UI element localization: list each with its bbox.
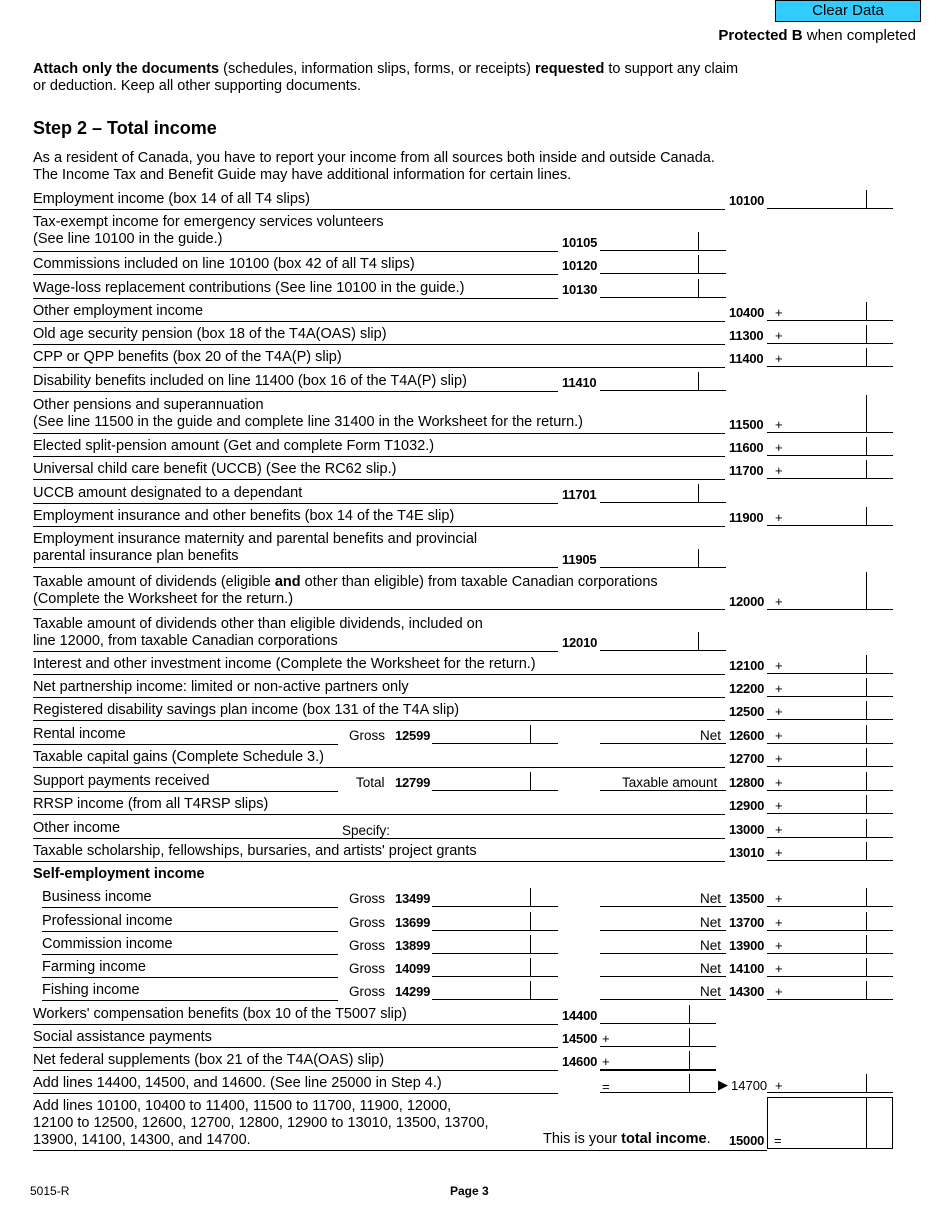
field-11905[interactable] bbox=[600, 549, 726, 568]
label-12000 bbox=[33, 574, 658, 608]
arrow-icon: ▶ bbox=[718, 1077, 728, 1092]
code-13699: 13699 bbox=[395, 915, 431, 930]
field-11400[interactable] bbox=[767, 348, 893, 367]
intro-t2: to support any claim or deduction. Keep all other supporting documents. bbox=[33, 61, 739, 94]
label-14100: Farming income bbox=[42, 959, 146, 975]
net-14100: Net bbox=[700, 961, 722, 976]
label-11500 bbox=[33, 397, 583, 431]
net-14300: Net bbox=[700, 984, 722, 999]
plus-11300: + bbox=[775, 328, 783, 343]
step-description bbox=[33, 150, 813, 184]
code-11900: 11900 bbox=[729, 510, 764, 525]
page-number: Page 3 bbox=[450, 1184, 489, 1198]
code-13899: 13899 bbox=[395, 938, 431, 953]
label-12800: Support payments received bbox=[33, 773, 210, 789]
code-10100: 10100 bbox=[729, 193, 765, 208]
label-15000-1: Add lines 10100, 10400 to 11400, 11500 to 11700, 11900, 12000, bbox=[33, 1098, 452, 1114]
net-13500: Net bbox=[700, 891, 722, 906]
code-10105: 10105 bbox=[562, 235, 598, 250]
code-11400: 11400 bbox=[729, 351, 764, 366]
code-12200: 12200 bbox=[729, 681, 765, 696]
code-15000: 15000 bbox=[729, 1133, 765, 1148]
field-11500[interactable] bbox=[767, 414, 893, 433]
label-11500-2: (See line 11500 in the guide and complete line 31400 in the Worksheet for the return.) bbox=[33, 414, 584, 430]
label-10105 bbox=[33, 214, 384, 248]
label-15000 bbox=[33, 1098, 489, 1149]
code-14500: 14500 bbox=[562, 1031, 598, 1046]
field-11600[interactable] bbox=[767, 437, 893, 456]
field-11300[interactable] bbox=[767, 325, 893, 344]
gross-13500: Gross bbox=[349, 891, 386, 906]
equals-15000: = bbox=[774, 1133, 782, 1148]
label-11701: UCCB amount designated to a dependant bbox=[33, 485, 303, 501]
label-15000-3: 13900, 14100, 14300, and 14700. bbox=[33, 1132, 251, 1148]
field-13499[interactable] bbox=[432, 888, 558, 907]
code-11905: 11905 bbox=[562, 552, 597, 567]
code-12010: 12010 bbox=[562, 635, 598, 650]
intro-b1: Attach only the documents bbox=[33, 61, 220, 77]
label-11400: CPP or QPP benefits (box 20 of the T4A(P) slip) bbox=[33, 349, 342, 365]
code-12100: 12100 bbox=[729, 658, 765, 673]
label-12010 bbox=[33, 616, 483, 650]
step-para2: The Income Tax and Benefit Guide may have additional information for certain lines. bbox=[33, 167, 572, 183]
label-13010: Taxable scholarship, fellowships, bursaries, and artists' project grants bbox=[33, 843, 477, 859]
code-14300: 14300 bbox=[729, 984, 765, 999]
field-10130[interactable] bbox=[600, 279, 726, 298]
field-14100[interactable] bbox=[767, 958, 893, 977]
plus-11400: + bbox=[775, 351, 783, 366]
total-note-b: total income bbox=[621, 1131, 707, 1147]
plus-14300: + bbox=[775, 984, 783, 999]
label-11300: Old age security pension (box 18 of the T4A(OAS) slip) bbox=[33, 326, 387, 342]
step-para1: As a resident of Canada, you have to report your income from all sources both inside and outside Canada. bbox=[33, 150, 715, 166]
label-12700: Taxable capital gains (Complete Schedule 3.) bbox=[33, 749, 324, 765]
label-14700: Add lines 14400, 14500, and 14600. (See line 25000 in Step 4.) bbox=[33, 1075, 442, 1091]
plus-13000: + bbox=[775, 822, 783, 837]
total-note-a: This is your bbox=[543, 1131, 622, 1147]
gross-14300: Gross bbox=[349, 984, 386, 999]
intro-text bbox=[33, 61, 753, 95]
plus-11900: + bbox=[775, 510, 783, 525]
label-10120: Commissions included on line 10100 (box 42 of all T4 slips) bbox=[33, 256, 415, 272]
label-12100: Interest and other investment income (Complete the Worksheet for the return.) bbox=[33, 656, 536, 672]
code-13700: 13700 bbox=[729, 915, 765, 930]
label-11905-1: Employment insurance maternity and parental benefits and provincial bbox=[33, 531, 478, 547]
field-14099[interactable] bbox=[432, 958, 558, 977]
code-11701: 11701 bbox=[562, 487, 597, 502]
plus-13900: + bbox=[775, 938, 783, 953]
protected-notice bbox=[718, 27, 916, 44]
label-14500: Social assistance payments bbox=[33, 1029, 212, 1045]
label-12600: Rental income bbox=[33, 726, 126, 742]
field-12000[interactable] bbox=[767, 591, 893, 610]
plus-14100: + bbox=[775, 961, 783, 976]
code-14400: 14400 bbox=[562, 1008, 598, 1023]
field-12500[interactable] bbox=[767, 701, 893, 720]
field-10400[interactable] bbox=[767, 302, 893, 321]
field-14400[interactable] bbox=[600, 1005, 716, 1024]
code-11600: 11600 bbox=[729, 440, 764, 455]
clear-data-button[interactable]: Clear Data bbox=[775, 0, 921, 22]
plus-11700: + bbox=[775, 463, 783, 478]
code-12700: 12700 bbox=[729, 751, 765, 766]
field-10100[interactable] bbox=[767, 190, 893, 209]
label-11900: Employment insurance and other benefits (box 14 of the T4E slip) bbox=[33, 508, 455, 524]
field-12100[interactable] bbox=[767, 655, 893, 674]
code-13900: 13900 bbox=[729, 938, 765, 953]
label-10130: Wage-loss replacement contributions (See line 10100 in the guide.) bbox=[33, 280, 465, 296]
field-14700[interactable] bbox=[767, 1074, 893, 1093]
label-10100: Employment income (box 14 of all T4 slips) bbox=[33, 191, 310, 207]
plus-13010: + bbox=[775, 845, 783, 860]
code-11410: 11410 bbox=[562, 375, 597, 390]
label-12000-2: (Complete the Worksheet for the return.) bbox=[33, 591, 294, 607]
net-13900: Net bbox=[700, 938, 722, 953]
field-12700[interactable] bbox=[767, 748, 893, 767]
field-13900[interactable] bbox=[767, 935, 893, 954]
field-14700-sub[interactable] bbox=[600, 1074, 716, 1093]
field-14299[interactable] bbox=[432, 981, 558, 1000]
label-15000-2: 12100 to 12500, 12600, 12700, 12800, 12900 to 13010, 13500, 13700, bbox=[33, 1115, 489, 1131]
plus-12000: + bbox=[775, 594, 783, 609]
label-11905 bbox=[33, 531, 477, 565]
field-13010[interactable] bbox=[767, 842, 893, 861]
code-12500: 12500 bbox=[729, 704, 765, 719]
label-12000-1a: Taxable amount of dividends (eligible bbox=[33, 574, 275, 590]
code-10120: 10120 bbox=[562, 258, 598, 273]
field-12200[interactable] bbox=[767, 678, 893, 697]
field-12599[interactable] bbox=[432, 725, 558, 744]
label-14600: Net federal supplements (box 21 of the T4A(OAS) slip) bbox=[33, 1052, 385, 1068]
plus-12700: + bbox=[775, 751, 783, 766]
label-10400: Other employment income bbox=[33, 303, 204, 319]
field-14600[interactable] bbox=[600, 1051, 716, 1071]
label-11600: Elected split-pension amount (Get and complete Form T1032.) bbox=[33, 438, 435, 454]
plus-12200: + bbox=[775, 681, 783, 696]
gross-13900: Gross bbox=[349, 938, 386, 953]
field-12900[interactable] bbox=[767, 795, 893, 814]
plus-13700: + bbox=[775, 915, 783, 930]
label-12000-1b: and bbox=[274, 574, 301, 590]
label-11410: Disability benefits included on line 11400 (box 16 of the T4A(P) slip) bbox=[33, 373, 467, 389]
gross-12600: Gross bbox=[349, 728, 386, 743]
field-11900[interactable] bbox=[767, 507, 893, 526]
field-12600[interactable] bbox=[767, 725, 893, 744]
plus-14500: + bbox=[602, 1031, 610, 1046]
field-13700[interactable] bbox=[767, 912, 893, 931]
plus-12900: + bbox=[775, 798, 783, 813]
step-title: Step 2 – Total income bbox=[33, 118, 217, 138]
label-13700: Professional income bbox=[42, 913, 173, 929]
self-employment-heading: Self-employment income bbox=[33, 866, 205, 882]
code-13499: 13499 bbox=[395, 891, 431, 906]
field-11410[interactable] bbox=[600, 372, 726, 391]
code-10130: 10130 bbox=[562, 282, 598, 297]
field-10120[interactable] bbox=[600, 255, 726, 274]
label-12500: Registered disability savings plan income (box 131 of the T4A slip) bbox=[33, 702, 460, 718]
code-14600: 14600 bbox=[562, 1054, 598, 1069]
field-12800[interactable] bbox=[767, 772, 893, 791]
plus-14700: + bbox=[775, 1078, 783, 1093]
code-12000: 12000 bbox=[729, 594, 765, 609]
code-14099: 14099 bbox=[395, 961, 431, 976]
label-14400: Workers' compensation benefits (box 10 of the T5007 slip) bbox=[33, 1006, 407, 1022]
label-13000: Other income bbox=[33, 820, 121, 836]
code-11500: 11500 bbox=[729, 417, 764, 432]
field-11700[interactable] bbox=[767, 460, 893, 479]
form-number: 5015-R bbox=[30, 1184, 70, 1198]
label-12900: RRSP income (from all T4RSP slips) bbox=[33, 796, 269, 812]
field-13000[interactable] bbox=[767, 819, 893, 838]
plus-13500: + bbox=[775, 891, 783, 906]
equals-14700-sub: = bbox=[602, 1079, 610, 1094]
code-14100: 14100 bbox=[729, 961, 765, 976]
protected-rest: when completed bbox=[802, 27, 916, 44]
gross-13700: Gross bbox=[349, 915, 386, 930]
label-12010-1: Taxable amount of dividends other than eligible dividends, included on bbox=[33, 616, 483, 632]
plus-14600: + bbox=[602, 1054, 610, 1069]
field-13699[interactable] bbox=[432, 912, 558, 931]
field-12010[interactable] bbox=[600, 632, 726, 651]
label-10105-2: (See line 10100 in the guide.) bbox=[33, 231, 223, 247]
label-13900: Commission income bbox=[42, 936, 173, 952]
plus-12100: + bbox=[775, 658, 783, 673]
label-13500: Business income bbox=[42, 889, 152, 905]
plus-12800: + bbox=[775, 775, 783, 790]
field-14300[interactable] bbox=[767, 981, 893, 1000]
total-note-c: . bbox=[706, 1131, 711, 1147]
field-13899[interactable] bbox=[432, 935, 558, 954]
code-14299: 14299 bbox=[395, 984, 431, 999]
total-income-note bbox=[543, 1131, 711, 1147]
label-12010-2: line 12000, from taxable Canadian corporations bbox=[33, 633, 338, 649]
field-10105[interactable] bbox=[600, 232, 726, 251]
code-14700: 14700 bbox=[731, 1078, 768, 1093]
protected-b: Protected B bbox=[718, 27, 803, 44]
label-12200: Net partnership income: limited or non-active partners only bbox=[33, 679, 409, 695]
net-13700: Net bbox=[700, 915, 722, 930]
label-11500-1: Other pensions and superannuation bbox=[33, 397, 264, 413]
code-10400: 10400 bbox=[729, 305, 765, 320]
intro-b2: requested bbox=[535, 61, 605, 77]
specify-13000: Specify: bbox=[342, 823, 391, 838]
code-13500: 13500 bbox=[729, 891, 765, 906]
field-12799[interactable] bbox=[432, 772, 558, 791]
code-11300: 11300 bbox=[729, 328, 764, 343]
label-14300: Fishing income bbox=[42, 982, 140, 998]
code-12599: 12599 bbox=[395, 728, 431, 743]
code-12799: 12799 bbox=[395, 775, 431, 790]
plus-12600: + bbox=[775, 728, 783, 743]
plus-12500: + bbox=[775, 704, 783, 719]
code-12900: 12900 bbox=[729, 798, 765, 813]
intro-t1: (schedules, information slips, forms, or receipts) bbox=[219, 61, 535, 77]
net-12600: Net bbox=[700, 728, 722, 743]
code-13010: 13010 bbox=[729, 845, 765, 860]
label-10105-1: Tax-exempt income for emergency services volunteers bbox=[33, 214, 384, 230]
gross-14100: Gross bbox=[349, 961, 386, 976]
field-14500[interactable] bbox=[600, 1028, 716, 1047]
field-11701[interactable] bbox=[600, 484, 726, 503]
field-15000[interactable] bbox=[767, 1097, 893, 1149]
label-12000-1c: other than eligible) from taxable Canadian corporations bbox=[300, 574, 658, 590]
field-13500[interactable] bbox=[767, 888, 893, 907]
taxable-12800: Taxable amount bbox=[622, 775, 718, 790]
plus-10400: + bbox=[775, 305, 783, 320]
label-11905-2: parental insurance plan benefits bbox=[33, 548, 239, 564]
code-12600: 12600 bbox=[729, 728, 765, 743]
code-13000: 13000 bbox=[729, 822, 765, 837]
plus-11500: + bbox=[775, 417, 783, 432]
code-12800: 12800 bbox=[729, 775, 765, 790]
label-11700: Universal child care benefit (UCCB) (See the RC62 slip.) bbox=[33, 461, 397, 477]
total-12800: Total bbox=[356, 775, 385, 790]
plus-11600: + bbox=[775, 440, 783, 455]
code-11700: 11700 bbox=[729, 463, 764, 478]
